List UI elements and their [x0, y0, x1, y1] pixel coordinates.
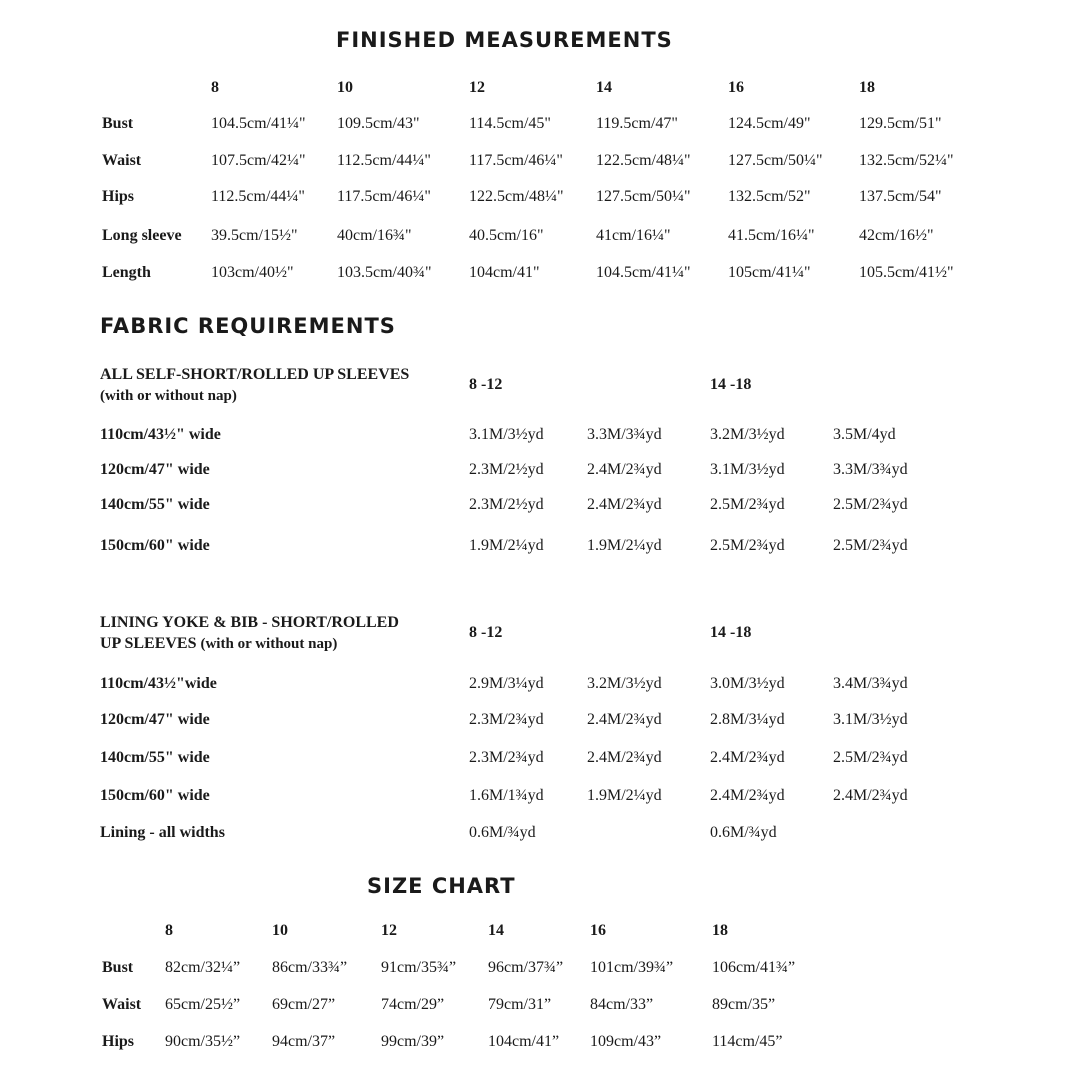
finished-cell: 112.5cm/44¼" [337, 152, 431, 169]
finished-cell: 119.5cm/47" [596, 115, 678, 132]
size-chart-cell: 91cm/35¾” [381, 959, 457, 976]
size-chart-cell: 74cm/29” [381, 996, 445, 1013]
finished-size-header: 8 [211, 79, 219, 96]
fabric-section-subheading [100, 386, 237, 406]
fabric-row-label: 140cm/55" wide [100, 749, 210, 766]
size-chart-cell: 101cm/39¾” [590, 959, 674, 976]
finished-size-header: 18 [859, 79, 875, 96]
size-chart-cell: 94cm/37” [272, 1033, 336, 1050]
size-chart-cell: 79cm/31” [488, 996, 552, 1013]
fabric-cell: 2.5M/2¾yd [710, 496, 785, 513]
fabric-cell: 2.5M/2¾yd [710, 537, 785, 554]
fabric-cell: 2.3M/2¾yd [469, 749, 544, 766]
finished-row-label: Long sleeve [102, 227, 182, 244]
finished-cell: 40cm/16¾" [337, 227, 412, 244]
size-chart-cell: 104cm/41” [488, 1033, 560, 1050]
fabric-cell: 2.4M/2¾yd [587, 711, 662, 728]
finished-cell: 124.5cm/49" [728, 115, 811, 132]
finished-cell: 117.5cm/46¼" [469, 152, 563, 169]
size-chart-size-header: 12 [381, 922, 397, 939]
fabric-cell: 2.3M/2¾yd [469, 711, 544, 728]
finished-measurements-title: FINISHED MEASUREMENTS [336, 28, 673, 52]
size-chart-size-header: 14 [488, 922, 504, 939]
fabric-row-label: 150cm/60" wide [100, 787, 210, 804]
fabric-cell: 2.4M/2¾yd [587, 461, 662, 478]
fabric-cell: 3.5M/4yd [833, 426, 896, 443]
size-chart-row-label: Waist [102, 996, 142, 1013]
size-chart-cell: 90cm/35½” [165, 1033, 241, 1050]
fabric-cell: 2.4M/2¾yd [833, 787, 908, 804]
finished-cell: 39.5cm/15½" [211, 227, 298, 244]
fabric-cell: 2.4M/2¾yd [587, 496, 662, 513]
size-chart-title: SIZE CHART [367, 874, 516, 898]
finished-size-header: 10 [337, 79, 353, 96]
fabric-cell: 3.1M/3½yd [710, 461, 785, 478]
fabric-row-label: 140cm/55" wide [100, 496, 210, 513]
finished-cell: 104.5cm/41¼" [211, 115, 306, 132]
size-chart-cell: 99cm/39” [381, 1033, 445, 1050]
finished-row-label: Hips [102, 188, 135, 205]
finished-size-header: 16 [728, 79, 744, 96]
fabric-section-subheading-text: (with or without nap) [200, 636, 338, 652]
size-chart-cell: 86cm/33¾” [272, 959, 348, 976]
finished-cell: 104.5cm/41¼" [596, 264, 691, 281]
size-chart-cell: 109cm/43” [590, 1033, 662, 1050]
fabric-size-group: 8 -12 [469, 376, 503, 393]
size-chart-size-header: 16 [590, 922, 606, 939]
finished-cell: 40.5cm/16" [469, 227, 544, 244]
fabric-cell: 2.8M/3¼yd [710, 711, 785, 728]
finished-cell: 105cm/41¼" [728, 264, 811, 281]
fabric-cell: 2.3M/2½yd [469, 461, 544, 478]
fabric-cell: 3.2M/3½yd [587, 675, 662, 692]
finished-cell: 41.5cm/16¼" [728, 227, 815, 244]
fabric-section-heading: LINING YOKE & BIB - SHORT/ROLLED [100, 614, 399, 631]
fabric-row-label: 150cm/60" wide [100, 537, 210, 554]
size-chart-cell: 82cm/32¼” [165, 959, 241, 976]
fabric-cell: 0.6M/¾yd [710, 824, 777, 841]
fabric-cell: 3.4M/3¾yd [833, 675, 908, 692]
finished-cell: 132.5cm/52¼" [859, 152, 954, 169]
fabric-cell: 2.3M/2½yd [469, 496, 544, 513]
fabric-cell: 2.4M/2¾yd [587, 749, 662, 766]
fabric-cell: 3.3M/3¾yd [833, 461, 908, 478]
fabric-cell: 3.1M/3½yd [833, 711, 908, 728]
size-chart-cell: 106cm/41¾” [712, 959, 796, 976]
fabric-cell: 2.5M/2¾yd [833, 749, 908, 766]
size-chart-cell: 69cm/27” [272, 996, 336, 1013]
fabric-row-label: 110cm/43½"wide [100, 675, 217, 692]
finished-cell: 104cm/41" [469, 264, 540, 281]
finished-cell: 107.5cm/42¼" [211, 152, 306, 169]
size-chart-cell: 65cm/25½” [165, 996, 241, 1013]
fabric-section-subheading-text: (with or without nap) [100, 388, 237, 404]
fabric-size-group: 8 -12 [469, 624, 503, 641]
fabric-requirements-title: FABRIC REQUIREMENTS [100, 314, 396, 338]
finished-cell: 103.5cm/40¾" [337, 264, 432, 281]
size-chart-cell: 114cm/45” [712, 1033, 783, 1050]
finished-cell: 127.5cm/50¼" [728, 152, 823, 169]
fabric-section-heading-line2-text: UP SLEEVES [100, 635, 197, 652]
finished-cell: 42cm/16½" [859, 227, 934, 244]
fabric-size-group: 14 -18 [710, 624, 752, 641]
size-chart-row-label: Bust [102, 959, 134, 976]
size-chart-size-header: 18 [712, 922, 728, 939]
finished-row-label: Bust [102, 115, 134, 132]
size-chart-cell: 89cm/35” [712, 996, 776, 1013]
finished-cell: 127.5cm/50¼" [596, 188, 691, 205]
finished-cell: 103cm/40½" [211, 264, 294, 281]
fabric-cell: 1.6M/1¾yd [469, 787, 544, 804]
size-chart-row-label: Hips [102, 1033, 135, 1050]
finished-cell: 122.5cm/48¼" [469, 188, 564, 205]
fabric-cell: 3.3M/3¾yd [587, 426, 662, 443]
fabric-cell: 3.1M/3½yd [469, 426, 544, 443]
finished-cell: 114.5cm/45" [469, 115, 551, 132]
size-chart-size-header: 8 [165, 922, 173, 939]
fabric-row-label: 110cm/43½" wide [100, 426, 221, 443]
fabric-cell: 3.0M/3½yd [710, 675, 785, 692]
fabric-cell: 0.6M/¾yd [469, 824, 536, 841]
fabric-cell: 1.9M/2¼yd [469, 537, 544, 554]
size-chart-cell: 84cm/33” [590, 996, 654, 1013]
finished-size-header: 12 [469, 79, 485, 96]
fabric-cell: 2.4M/2¾yd [710, 787, 785, 804]
fabric-cell: 2.9M/3¼yd [469, 675, 544, 692]
finished-row-label: Length [102, 264, 151, 281]
fabric-cell: 1.9M/2¼yd [587, 787, 662, 804]
fabric-row-label: 120cm/47" wide [100, 461, 210, 478]
fabric-cell: 1.9M/2¼yd [587, 537, 662, 554]
finished-cell: 132.5cm/52" [728, 188, 811, 205]
finished-cell: 122.5cm/48¼" [596, 152, 691, 169]
fabric-cell: 2.5M/2¾yd [833, 496, 908, 513]
fabric-cell: 2.4M/2¾yd [710, 749, 785, 766]
fabric-size-group: 14 -18 [710, 376, 752, 393]
fabric-row-label: 120cm/47" wide [100, 711, 210, 728]
size-chart-cell: 96cm/37¾” [488, 959, 564, 976]
finished-cell: 112.5cm/44¼" [211, 188, 305, 205]
size-chart-size-header: 10 [272, 922, 288, 939]
finished-cell: 109.5cm/43" [337, 115, 420, 132]
fabric-row-label: Lining - all widths [100, 824, 225, 841]
finished-cell: 137.5cm/54" [859, 188, 942, 205]
finished-size-header: 14 [596, 79, 612, 96]
finished-cell: 117.5cm/46¼" [337, 188, 431, 205]
fabric-cell: 2.5M/2¾yd [833, 537, 908, 554]
fabric-section-heading-line2 [100, 634, 337, 654]
fabric-cell: 3.2M/3½yd [710, 426, 785, 443]
finished-cell: 41cm/16¼" [596, 227, 671, 244]
finished-cell: 105.5cm/41½" [859, 264, 954, 281]
finished-row-label: Waist [102, 152, 142, 169]
fabric-section-heading: ALL SELF-SHORT/ROLLED UP SLEEVES [100, 366, 410, 383]
finished-cell: 129.5cm/51" [859, 115, 942, 132]
